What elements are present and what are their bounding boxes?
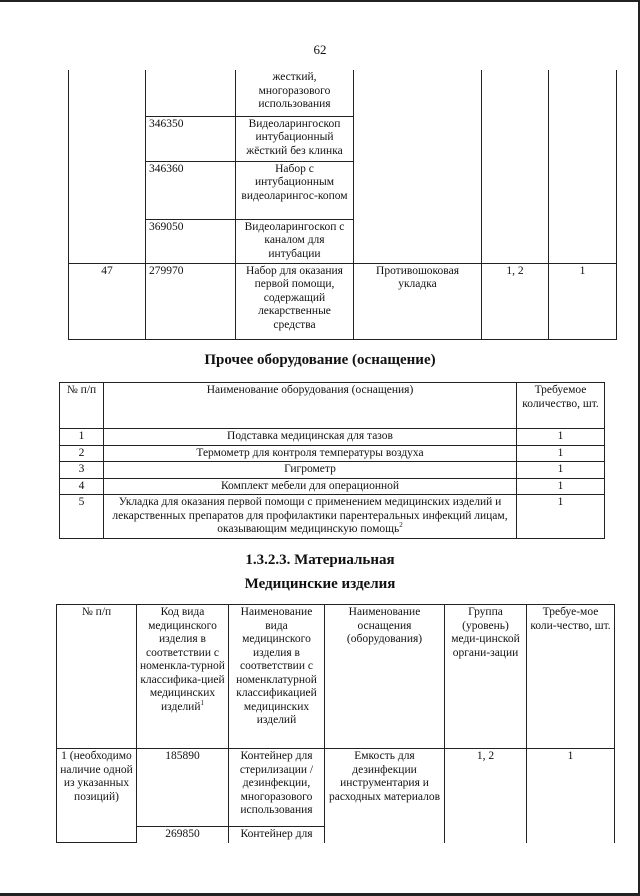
section-title-other-equipment: Прочее оборудование (оснащение) <box>204 352 436 368</box>
item-name: Набор с интубационным видеоларингос-копом <box>236 161 354 219</box>
item-code: 185890 <box>137 749 229 827</box>
item-name: жесткий, многоразового использования <box>236 70 354 116</box>
section-subtitle-medical-devices: Медицинские изделия <box>244 576 396 592</box>
group-level: 1, 2 <box>482 263 549 339</box>
item-code: 369050 <box>146 219 236 263</box>
page-number: 62 <box>313 42 327 57</box>
other-equipment-table <box>59 382 605 539</box>
medical-devices-table <box>56 604 615 843</box>
table-row: 4 Комплект мебели для операционной 1 <box>60 478 605 495</box>
header-qty: Требуемое количество, шт. <box>517 383 605 429</box>
table-row <box>57 749 615 827</box>
header-num: № п/п <box>60 383 104 429</box>
footnote-mark: 2 <box>399 521 403 530</box>
header-name: Наименование оборудования (оснащения) <box>104 383 517 429</box>
item-code: 269850 <box>137 827 229 843</box>
item-code: 279970 <box>146 263 236 339</box>
header-code: Код вида медицинского изделия в соответствии с номенкла-турной классифика-цией медицинских изделий$^1$ <box>137 605 229 749</box>
equipment-name: Емкость для дезинфекции инструментария и расходных материалов <box>325 749 445 843</box>
header-num: № п/п <box>57 605 137 749</box>
item-name: Контейнер для <box>229 827 325 843</box>
item-code: 346360 <box>146 161 236 219</box>
table-row <box>69 70 617 116</box>
header-qty: Требуе-мое коли-чество, шт. <box>527 605 615 749</box>
quantity: 1 <box>549 263 617 339</box>
page-border-top <box>0 0 640 2</box>
table-header-row <box>57 605 615 749</box>
table-row: 2 Термометр для контроля температуры воздуха 1 <box>60 445 605 462</box>
item-code: 346350 <box>146 116 236 161</box>
header-equipment: Наименование оснащения (оборудования) <box>325 605 445 749</box>
table-row: 1 Подставка медицинская для тазов 1 <box>60 429 605 446</box>
row-number: 1 (необходимо наличие одной из указанных позиций) <box>57 749 137 843</box>
group-level: 1, 2 <box>445 749 527 843</box>
item-name: Видеоларингоскоп с каналом для интубации <box>236 219 354 263</box>
equipment-table-continued <box>68 70 617 340</box>
table-row: 3 Гигрометр 1 <box>60 462 605 479</box>
equipment-name: Противошоковая укладка <box>354 263 482 339</box>
section-title-material: 1.3.2.3. Материальная <box>245 552 395 568</box>
header-name: Наименование вида медицинского изделия в соответствии с номенклатурной классификацией медицинских изделий <box>229 605 325 749</box>
table-header-row <box>60 383 605 429</box>
quantity: 1 <box>527 749 615 843</box>
item-name: Набор для оказания первой помощи, содержащий лекарственные средства <box>236 263 354 339</box>
item-name: Контейнер для стерилизации /дезинфекции, многоразового использования <box>229 749 325 827</box>
item-name: Видеоларингоскоп интубационный жёсткий без клинка <box>236 116 354 161</box>
header-group: Группа (уровень) меди-цинской органи-зации <box>445 605 527 749</box>
table-row-47 <box>69 263 617 339</box>
footnote-mark: 1 <box>200 698 204 707</box>
row-number: 47 <box>69 263 146 339</box>
table-row: 5 Укладка для оказания первой помощи с применением медицинских изделий и лекарственных препаратов для профилактики парентеральных инфекций лицам, оказывающим медицинскую помощь$^2$ 1 <box>60 495 605 539</box>
